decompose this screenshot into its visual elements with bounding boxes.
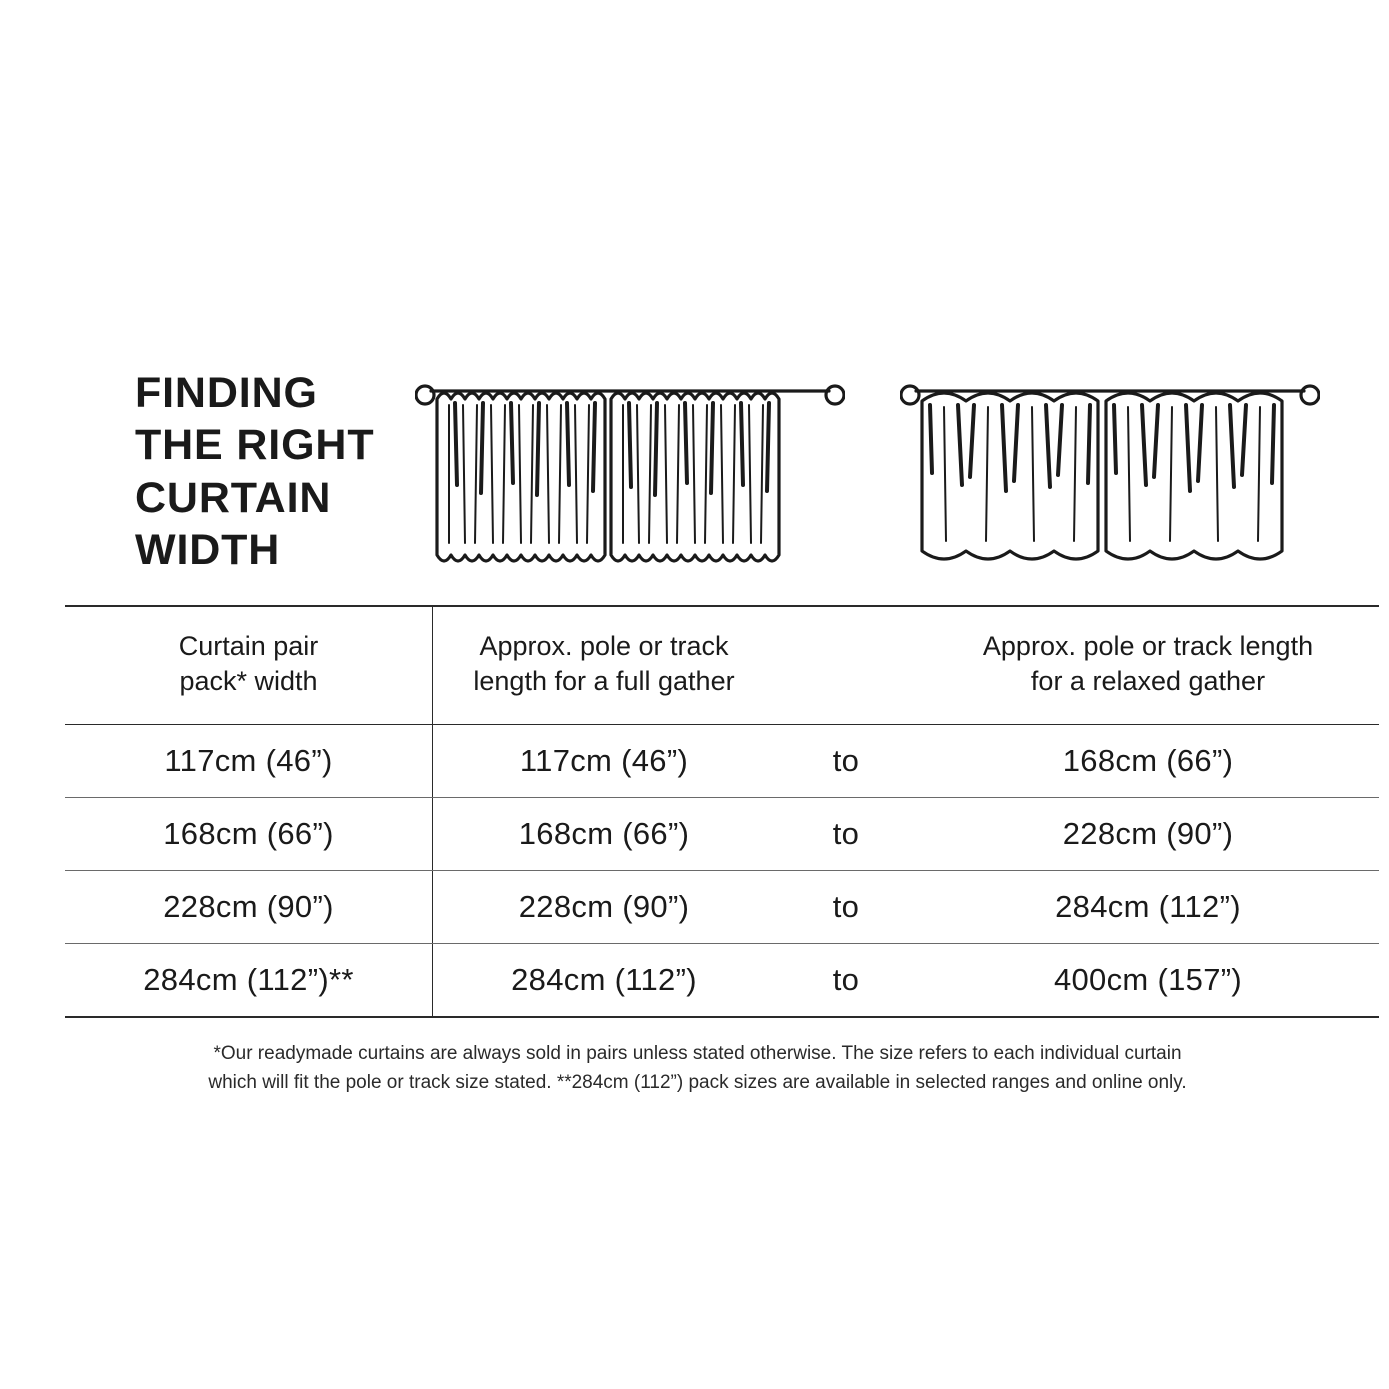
page-title-line-3: CURTAIN bbox=[135, 473, 332, 522]
footnote-line-2: which will fit the pole or track size stated. **284cm (112”) pack sizes are available in selected ranges and online only. bbox=[208, 1071, 1187, 1093]
column-header-relaxed-gather bbox=[917, 606, 1379, 725]
page-title bbox=[65, 355, 405, 577]
cell-connector: to bbox=[775, 798, 917, 871]
cell-pack-width: 284cm (112”)** bbox=[65, 944, 433, 1018]
cell-connector: to bbox=[775, 725, 917, 798]
guide-content bbox=[65, 355, 1330, 1097]
cell-connector: to bbox=[775, 871, 917, 944]
cell-full-gather: 168cm (66”) bbox=[433, 798, 776, 871]
cell-pack-width: 168cm (66”) bbox=[65, 798, 433, 871]
table-row bbox=[65, 944, 1379, 1018]
table-header-row bbox=[65, 606, 1379, 725]
footnote bbox=[65, 1040, 1330, 1097]
table-row bbox=[65, 871, 1379, 944]
cell-full-gather: 228cm (90”) bbox=[433, 871, 776, 944]
full-gather-curtain-illustration bbox=[415, 365, 845, 600]
cell-full-gather: 117cm (46”) bbox=[433, 725, 776, 798]
relaxed-gather-curtain-illustration bbox=[900, 365, 1320, 600]
cell-relaxed-gather: 400cm (157”) bbox=[917, 944, 1379, 1018]
relaxed-gather-curtain-icon bbox=[900, 365, 1320, 595]
column-header-relaxed-gather-line-2: for a relaxed gather bbox=[1030, 665, 1266, 696]
cell-relaxed-gather: 168cm (66”) bbox=[917, 725, 1379, 798]
column-header-full-gather-line-2: length for a full gather bbox=[473, 665, 735, 696]
column-header-pack-width bbox=[65, 606, 433, 725]
cell-connector: to bbox=[775, 944, 917, 1018]
footnote-line-1: *Our readymade curtains are always sold in pairs unless stated otherwise. The size refers to each individual curtain bbox=[213, 1043, 1182, 1065]
cell-pack-width: 228cm (90”) bbox=[65, 871, 433, 944]
cell-relaxed-gather: 228cm (90”) bbox=[917, 798, 1379, 871]
cell-full-gather: 284cm (112”) bbox=[433, 944, 776, 1018]
table-row bbox=[65, 798, 1379, 871]
page-title-line-2: THE RIGHT bbox=[135, 421, 375, 470]
column-header-full-gather bbox=[433, 606, 776, 725]
curtain-width-table bbox=[65, 605, 1379, 1018]
column-header-pack-width-line-2: pack* width bbox=[179, 665, 318, 696]
cell-pack-width: 117cm (46”) bbox=[65, 725, 433, 798]
column-header-pack-width-line-1: Curtain pair bbox=[178, 631, 319, 661]
column-header-spacer bbox=[775, 606, 917, 725]
illustrations bbox=[405, 355, 1330, 600]
full-gather-curtain-icon bbox=[415, 365, 845, 595]
header bbox=[65, 355, 1330, 605]
cell-relaxed-gather: 284cm (112”) bbox=[917, 871, 1379, 944]
column-header-full-gather-line-1: Approx. pole or track bbox=[479, 631, 729, 661]
page-title-line-4: WIDTH bbox=[135, 526, 281, 575]
table-row bbox=[65, 725, 1379, 798]
page-title-line-1: FINDING bbox=[135, 369, 318, 417]
column-header-relaxed-gather-line-1: Approx. pole or track length bbox=[982, 631, 1314, 661]
